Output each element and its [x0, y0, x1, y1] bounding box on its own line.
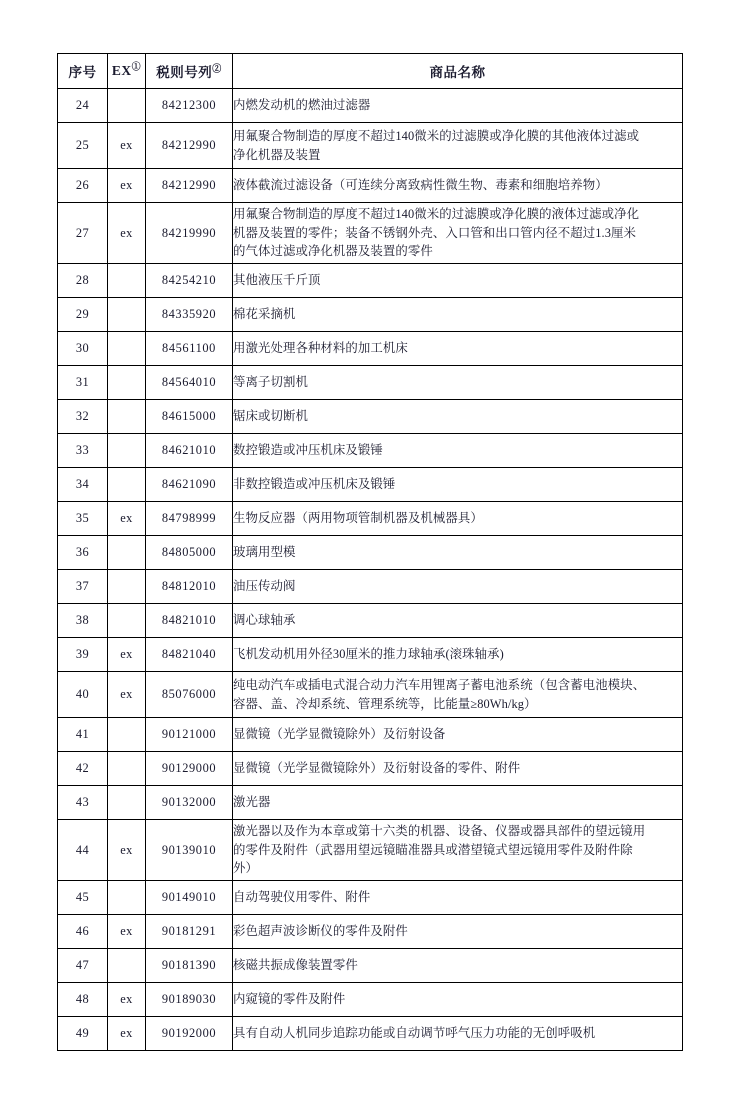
cell-tariff-code: 85076000	[146, 672, 233, 718]
product-name-line: 容器、盖、冷却系统、管理系统等，比能量≥80Wh/kg）	[233, 696, 537, 711]
table-row	[58, 298, 683, 332]
cell-sequence: 36	[58, 536, 108, 570]
cell-product-name	[233, 786, 683, 820]
product-name-line: 核磁共振成像装置零件	[233, 958, 358, 973]
cell-tariff-code: 84798999	[146, 502, 233, 536]
cell-ex-flag	[108, 332, 146, 366]
cell-sequence: 34	[58, 468, 108, 502]
tariff-table	[57, 53, 683, 1051]
cell-sequence: 44	[58, 820, 108, 881]
cell-ex-flag	[108, 604, 146, 638]
cell-tariff-code: 84615000	[146, 400, 233, 434]
cell-ex-flag	[108, 264, 146, 298]
cell-tariff-code: 84212300	[146, 89, 233, 123]
cell-tariff-code: 90149010	[146, 881, 233, 915]
table-row	[58, 983, 683, 1017]
cell-sequence: 35	[58, 502, 108, 536]
product-name-line: 液体截流过滤设备（可连续分离致病性微生物、毒素和细胞培养物）	[233, 178, 608, 193]
product-name-line: 显微镜（光学显微镜除外）及衍射设备	[233, 727, 446, 742]
cell-ex-flag	[108, 786, 146, 820]
cell-tariff-code: 84335920	[146, 298, 233, 332]
cell-product-name	[233, 332, 683, 366]
cell-ex-flag: ex	[108, 672, 146, 718]
product-name-line: 激光器以及作为本章或第十六类的机器、设备、仪器或器具部件的望远镜用	[233, 823, 646, 838]
cell-ex-flag	[108, 468, 146, 502]
table-row	[58, 752, 683, 786]
column-header-sequence-label: 序号	[68, 65, 97, 80]
product-name-line: 的气体过滤或净化机器及装置的零件	[233, 244, 433, 259]
cell-sequence: 33	[58, 434, 108, 468]
column-header-product-name	[233, 54, 683, 89]
cell-sequence: 31	[58, 366, 108, 400]
cell-sequence: 40	[58, 672, 108, 718]
product-name-line: 油压传动阀	[233, 579, 296, 594]
cell-ex-flag	[108, 949, 146, 983]
cell-sequence: 30	[58, 332, 108, 366]
cell-sequence: 48	[58, 983, 108, 1017]
product-name-line: 显微镜（光学显微镜除外）及衍射设备的零件、附件	[233, 761, 521, 776]
cell-product-name	[233, 570, 683, 604]
cell-sequence: 41	[58, 718, 108, 752]
table-row	[58, 672, 683, 718]
cell-tariff-code: 84561100	[146, 332, 233, 366]
column-header-tariff-code-label: 税则号列	[156, 65, 213, 80]
cell-sequence: 32	[58, 400, 108, 434]
cell-sequence: 47	[58, 949, 108, 983]
product-name-line: 内窥镜的零件及附件	[233, 992, 346, 1007]
cell-product-name	[233, 203, 683, 264]
cell-tariff-code: 84621090	[146, 468, 233, 502]
cell-product-name	[233, 983, 683, 1017]
cell-tariff-code: 84564010	[146, 366, 233, 400]
cell-ex-flag	[108, 718, 146, 752]
cell-sequence: 25	[58, 123, 108, 169]
cell-product-name	[233, 89, 683, 123]
product-name-line: 调心球轴承	[233, 613, 296, 628]
product-name-line: 激光器	[233, 795, 271, 810]
table-row	[58, 570, 683, 604]
cell-product-name	[233, 638, 683, 672]
cell-product-name	[233, 820, 683, 881]
product-name-line: 等离子切割机	[233, 375, 308, 390]
cell-tariff-code: 90189030	[146, 983, 233, 1017]
cell-sequence: 43	[58, 786, 108, 820]
cell-tariff-code: 84219990	[146, 203, 233, 264]
table-row	[58, 820, 683, 881]
product-name-line: 其他液压千斤顶	[233, 273, 321, 288]
cell-sequence: 42	[58, 752, 108, 786]
product-name-line: 锯床或切断机	[233, 409, 308, 424]
product-name-line: 自动驾驶仪用零件、附件	[233, 890, 371, 905]
table-row	[58, 718, 683, 752]
cell-ex-flag	[108, 752, 146, 786]
product-name-line: 飞机发动机用外径30厘米的推力球轴承(滚珠轴承)	[233, 647, 504, 662]
cell-tariff-code: 90132000	[146, 786, 233, 820]
product-name-line: 具有自动人机同步追踪功能或自动调节呼气压力功能的无创呼吸机	[233, 1026, 596, 1041]
cell-tariff-code: 90192000	[146, 1017, 233, 1051]
cell-ex-flag	[108, 434, 146, 468]
cell-tariff-code: 90181390	[146, 949, 233, 983]
product-name-line: 非数控锻造或冲压机床及锻锤	[233, 477, 396, 492]
table-row	[58, 881, 683, 915]
cell-ex-flag	[108, 400, 146, 434]
cell-product-name	[233, 536, 683, 570]
cell-product-name	[233, 672, 683, 718]
cell-product-name	[233, 718, 683, 752]
cell-sequence: 46	[58, 915, 108, 949]
product-name-line: 用激光处理各种材料的加工机床	[233, 341, 408, 356]
cell-product-name	[233, 502, 683, 536]
cell-product-name	[233, 366, 683, 400]
cell-tariff-code: 84254210	[146, 264, 233, 298]
product-name-line: 外）	[233, 861, 258, 876]
cell-tariff-code: 90129000	[146, 752, 233, 786]
product-name-line: 内燃发动机的燃油过滤器	[233, 98, 371, 113]
product-name-line: 的零件及附件（武器用望远镜瞄准器具或潜望镜式望远镜用零件及附件除	[233, 842, 633, 857]
column-header-ex	[108, 54, 146, 89]
cell-product-name	[233, 468, 683, 502]
table-row	[58, 949, 683, 983]
cell-sequence: 24	[58, 89, 108, 123]
cell-product-name	[233, 400, 683, 434]
cell-product-name	[233, 264, 683, 298]
table-row	[58, 169, 683, 203]
cell-sequence: 39	[58, 638, 108, 672]
cell-product-name	[233, 298, 683, 332]
cell-ex-flag: ex	[108, 915, 146, 949]
cell-sequence: 49	[58, 1017, 108, 1051]
cell-product-name	[233, 169, 683, 203]
table-body	[58, 89, 683, 1051]
table-row	[58, 786, 683, 820]
cell-sequence: 28	[58, 264, 108, 298]
cell-ex-flag: ex	[108, 983, 146, 1017]
cell-ex-flag	[108, 298, 146, 332]
cell-tariff-code: 84821040	[146, 638, 233, 672]
table-header	[58, 54, 683, 89]
table-row	[58, 638, 683, 672]
cell-product-name	[233, 604, 683, 638]
product-name-line: 彩色超声波诊断仪的零件及附件	[233, 924, 408, 939]
cell-ex-flag	[108, 536, 146, 570]
table-row	[58, 366, 683, 400]
cell-product-name	[233, 434, 683, 468]
product-name-line: 用氟聚合物制造的厚度不超过140微米的过滤膜或净化膜的其他液体过滤或	[233, 128, 640, 143]
header-row	[58, 54, 683, 89]
cell-ex-flag	[108, 570, 146, 604]
cell-tariff-code: 90139010	[146, 820, 233, 881]
cell-ex-flag: ex	[108, 203, 146, 264]
table-row	[58, 434, 683, 468]
table-row	[58, 264, 683, 298]
table-row	[58, 604, 683, 638]
cell-ex-flag: ex	[108, 1017, 146, 1051]
cell-ex-flag: ex	[108, 123, 146, 169]
cell-tariff-code: 84212990	[146, 169, 233, 203]
cell-ex-flag: ex	[108, 820, 146, 881]
table-row	[58, 468, 683, 502]
cell-ex-flag: ex	[108, 502, 146, 536]
table-row	[58, 1017, 683, 1051]
cell-product-name	[233, 1017, 683, 1051]
cell-ex-flag	[108, 89, 146, 123]
product-name-line: 净化机器及装置	[233, 147, 321, 162]
cell-sequence: 37	[58, 570, 108, 604]
cell-product-name	[233, 881, 683, 915]
cell-ex-flag: ex	[108, 169, 146, 203]
cell-tariff-code: 84812010	[146, 570, 233, 604]
column-header-tariff-code	[146, 54, 233, 89]
cell-sequence: 26	[58, 169, 108, 203]
cell-sequence: 29	[58, 298, 108, 332]
column-header-tariff-code-footnote: ②	[212, 63, 222, 74]
table-row	[58, 502, 683, 536]
product-name-line: 生物反应器（两用物项管制机器及机械器具）	[233, 511, 483, 526]
cell-product-name	[233, 752, 683, 786]
cell-ex-flag: ex	[108, 638, 146, 672]
table-row	[58, 915, 683, 949]
cell-tariff-code: 90181291	[146, 915, 233, 949]
product-name-line: 玻璃用型模	[233, 545, 296, 560]
table-row	[58, 203, 683, 264]
cell-tariff-code: 84621010	[146, 434, 233, 468]
column-header-ex-footnote: ①	[131, 61, 142, 72]
cell-tariff-code: 84212990	[146, 123, 233, 169]
column-header-ex-label: EX	[111, 63, 132, 78]
cell-sequence: 38	[58, 604, 108, 638]
product-name-line: 机器及装置的零件；装备不锈钢外壳、入口管和出口管内径不超过1.3厘米	[233, 225, 636, 240]
product-name-line: 用氟聚合物制造的厚度不超过140微米的过滤膜或净化膜的液体过滤或净化	[233, 206, 640, 221]
column-header-product-name-label: 商品名称	[429, 65, 486, 80]
cell-tariff-code: 84805000	[146, 536, 233, 570]
cell-product-name	[233, 915, 683, 949]
table-row	[58, 400, 683, 434]
product-name-line: 数控锻造或冲压机床及锻锤	[233, 443, 383, 458]
cell-ex-flag	[108, 366, 146, 400]
cell-tariff-code: 90121000	[146, 718, 233, 752]
table-row	[58, 89, 683, 123]
cell-product-name	[233, 949, 683, 983]
table-row	[58, 123, 683, 169]
cell-ex-flag	[108, 881, 146, 915]
table-row	[58, 332, 683, 366]
product-name-line: 棉花采摘机	[233, 307, 296, 322]
product-name-line: 纯电动汽车或插电式混合动力汽车用锂离子蓄电池系统（包含蓄电池模块、	[233, 677, 646, 692]
table-row	[58, 536, 683, 570]
cell-tariff-code: 84821010	[146, 604, 233, 638]
cell-sequence: 27	[58, 203, 108, 264]
cell-product-name	[233, 123, 683, 169]
column-header-sequence	[58, 54, 108, 89]
cell-sequence: 45	[58, 881, 108, 915]
